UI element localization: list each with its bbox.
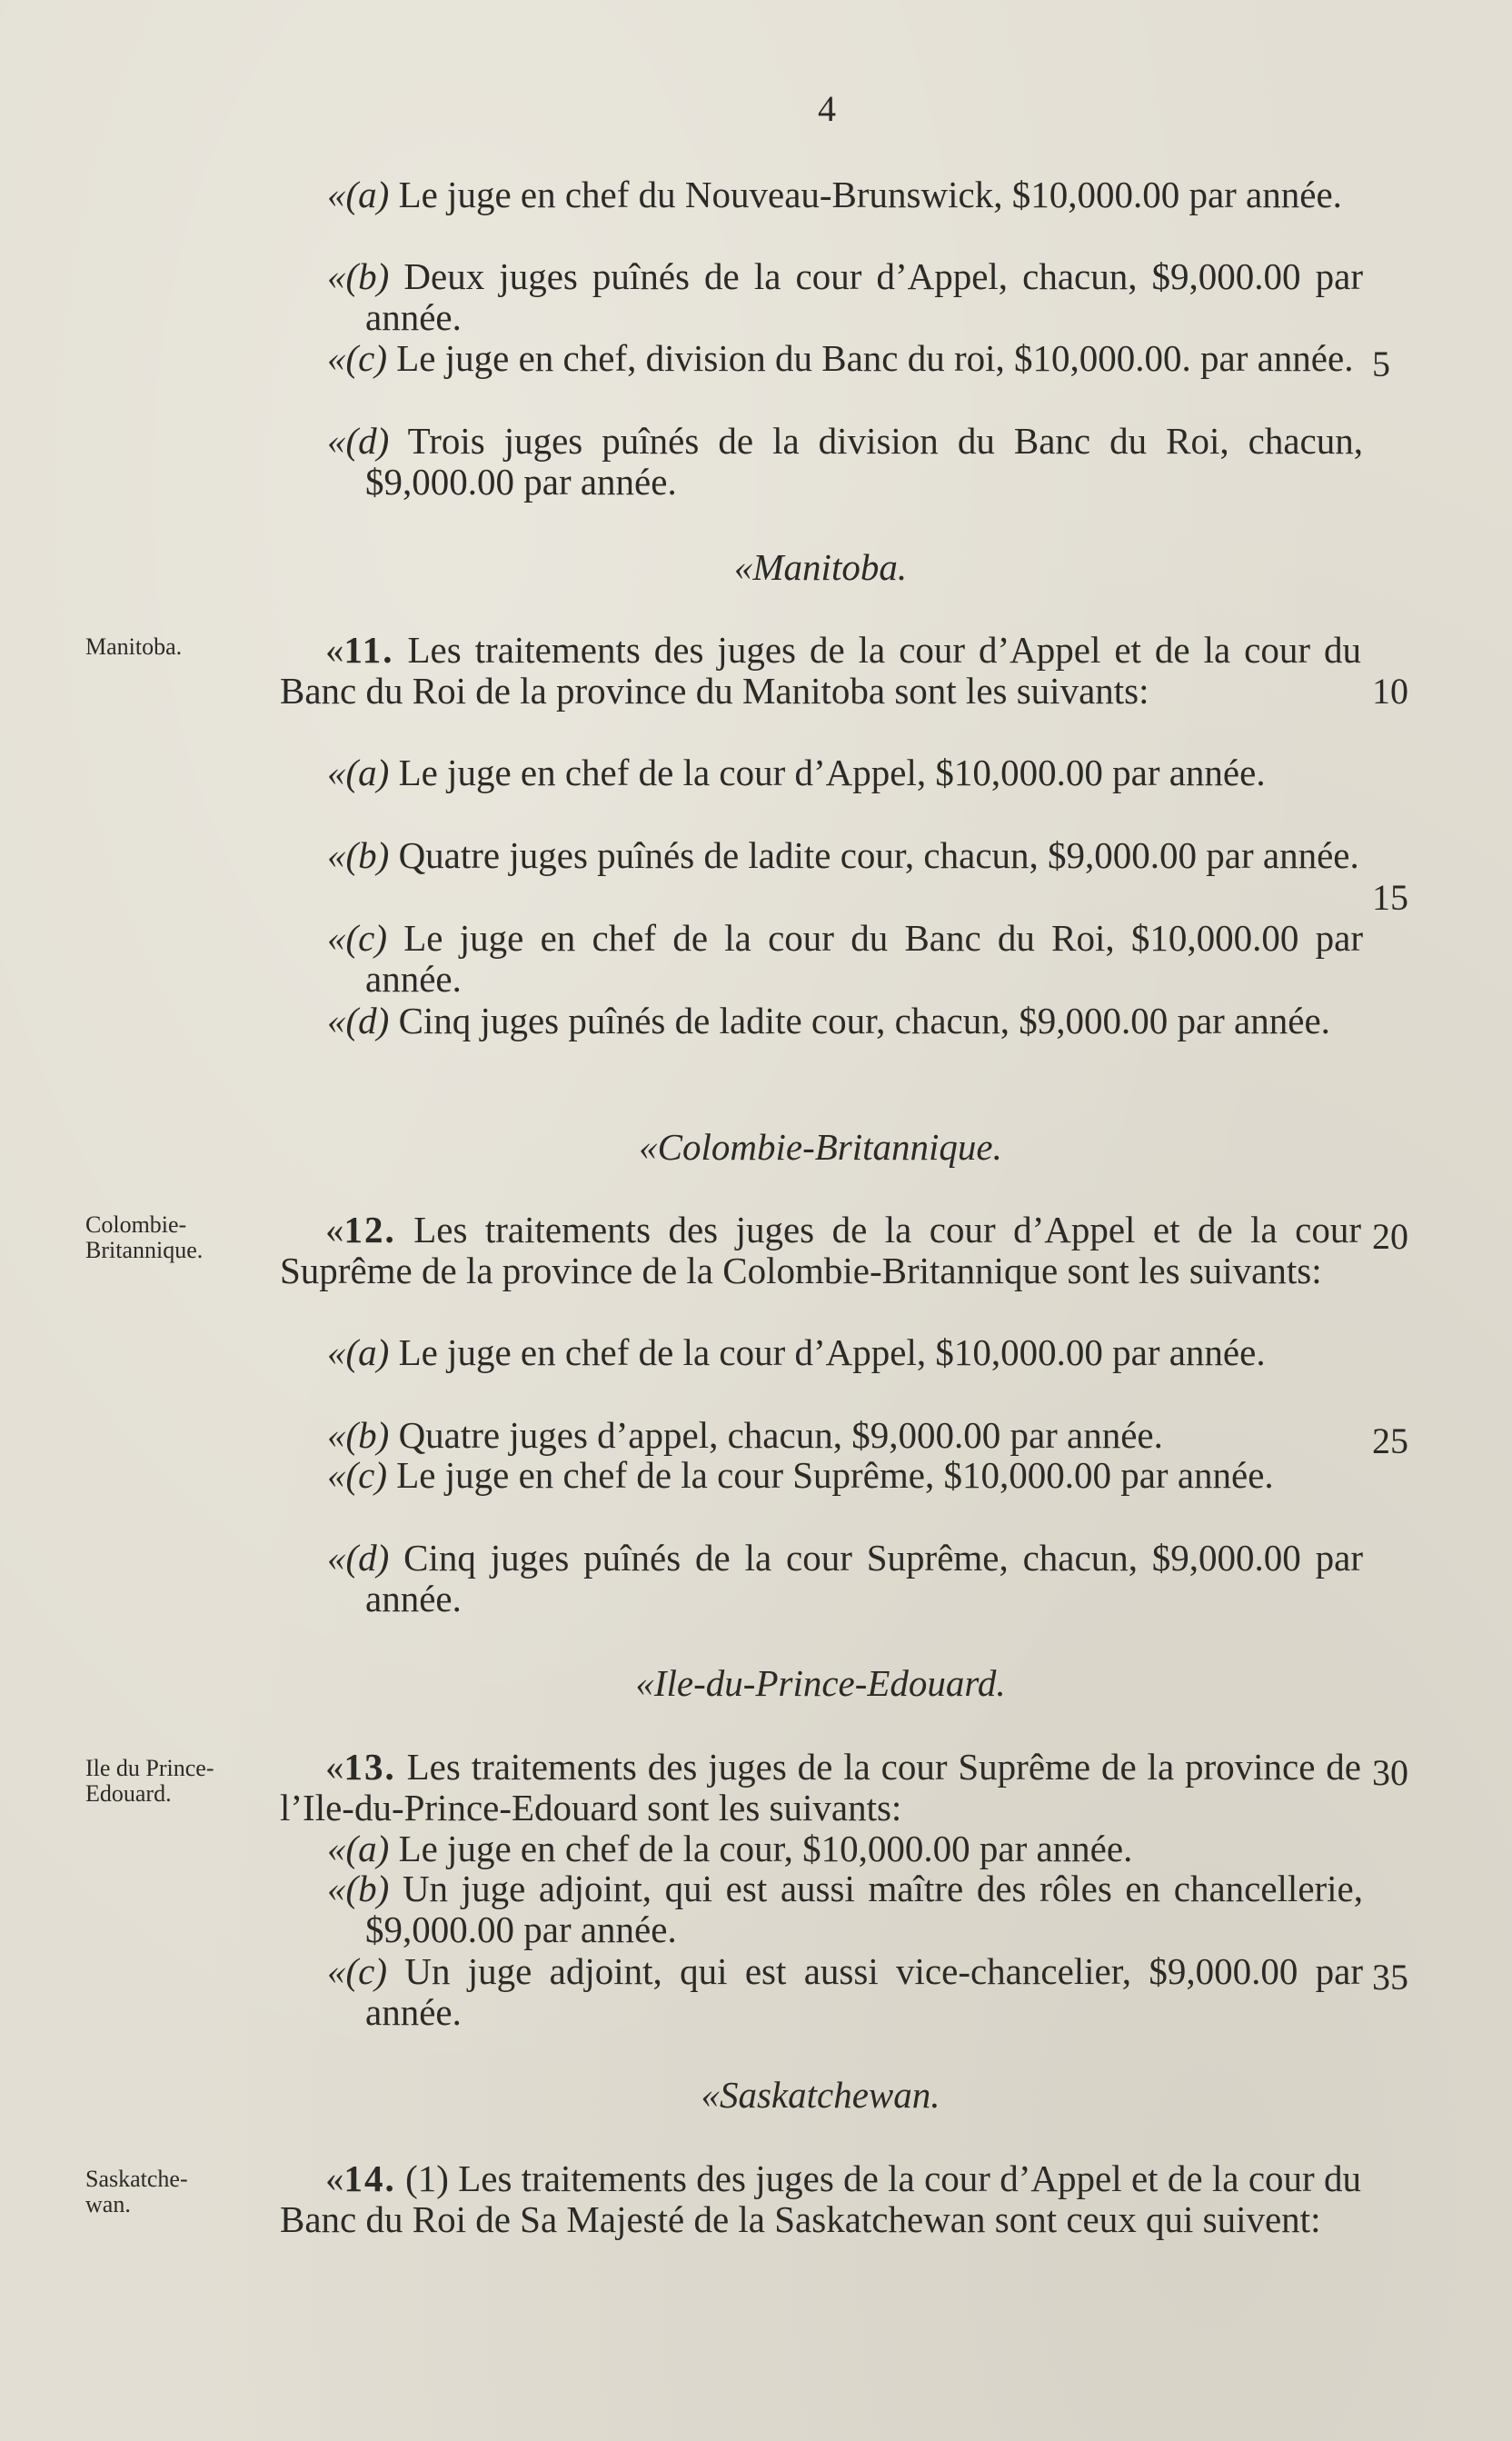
manitoba-item-a: «(a) Le juge en chef de la cour d’Appel, $10,000.00 par année. (327, 752, 1266, 793)
nb-item-a: «(a) Le juge en chef du Nouveau-Brunswick, $10,000.00 par année. (327, 174, 1342, 215)
margin-note-manitoba: Manitoba. (85, 633, 183, 660)
section-14-text: «14. (1) Les traitements des juges de la cour d’Appel et de la cour du Banc du Roi de Sa Majesté de la Saskatchewan sont ceux qui suivent: (280, 2157, 1362, 2240)
nb-item-c: «(c) Le juge en chef, division du Banc du roi, $10,000.00. par année. (327, 337, 1354, 379)
nb-item-d: «(d) Trois juges puînés de la division du Banc du Roi, chacun, $9,000.00 par année. (327, 420, 1363, 503)
cb-item-c: «(c) Le juge en chef de la cour Suprême, $10,000.00 par année. (327, 1454, 1274, 1496)
manitoba-item-b: «(b) Quatre juges puînés de ladite cour, chacun, $9,000.00 par année. (327, 834, 1359, 876)
margin-note-colombie-britannique: Colombie- Britannique. (85, 1211, 204, 1263)
cb-item-b: «(b) Quatre juges d’appel, chacun, $9,000.00 par année. (327, 1414, 1163, 1456)
margin-note-saskatchewan: Saskatche- wan. (85, 2166, 188, 2217)
line-number-20: 20 (1372, 1216, 1408, 1257)
margin-note-ile-du-prince-edouard: Ile du Prince- Edouard. (85, 1755, 214, 1807)
ipe-item-b: «(b) Un juge adjoint, qui est aussi maître des rôles en chancellerie, $9,000.00 par année. (327, 1868, 1364, 1950)
section-11-text: «11. Les traitements des juges de la cour d’Appel et de la cour du Banc du Roi de la province du Manitoba sont les suivants: (280, 629, 1361, 712)
line-number-10: 10 (1372, 671, 1408, 712)
line-number-30: 30 (1372, 1752, 1408, 1793)
section-12-text: «12. Les traitements des juges de la cour d’Appel et de la cour Suprême de la province de la Colombie-Britannique sont les suivants: (280, 1209, 1362, 1291)
cb-item-d: «(d) Cinq juges puînés de la cour Suprême, chacun, $9,000.00 par année. (327, 1537, 1364, 1619)
heading-manitoba: «Manitoba. (733, 546, 908, 588)
line-number-25: 25 (1372, 1420, 1408, 1461)
line-number-35: 35 (1372, 1957, 1408, 1998)
heading-ile-du-prince-edouard: «Ile-du-Prince-Edouard. (635, 1662, 1006, 1704)
line-number-5: 5 (1372, 344, 1390, 384)
nb-item-b: «(b) Deux juges puînés de la cour d’Appel, chacun, $9,000.00 par année. (327, 255, 1363, 338)
manitoba-item-c: «(c) Le juge en chef de la cour du Banc du Roi, $10,000.00 par année. (327, 917, 1364, 1000)
manitoba-item-d: «(d) Cinq juges puînés de ladite cour, chacun, $9,000.00 par année. (327, 1000, 1330, 1041)
cb-item-a: «(a) Le juge en chef de la cour d’Appel, $10,000.00 par année. (327, 1331, 1266, 1373)
page-number: 4 (818, 88, 836, 129)
heading-saskatchewan: «Saskatchewan. (701, 2074, 940, 2116)
heading-colombie-britannique: «Colombie-Britannique. (639, 1126, 1002, 1168)
ipe-item-a: «(a) Le juge en chef de la cour, $10,000.00 par année. (327, 1828, 1133, 1869)
ipe-item-c: «(c) Un juge adjoint, qui est aussi vice-chancelier, $9,000.00 par année. (327, 1950, 1364, 2033)
line-number-15: 15 (1372, 877, 1408, 918)
section-13-text: «13. Les traitements des juges de la cour Suprême de la province de l’Ile-du-Prince-Edouard sont les suivants: (280, 1746, 1362, 1828)
